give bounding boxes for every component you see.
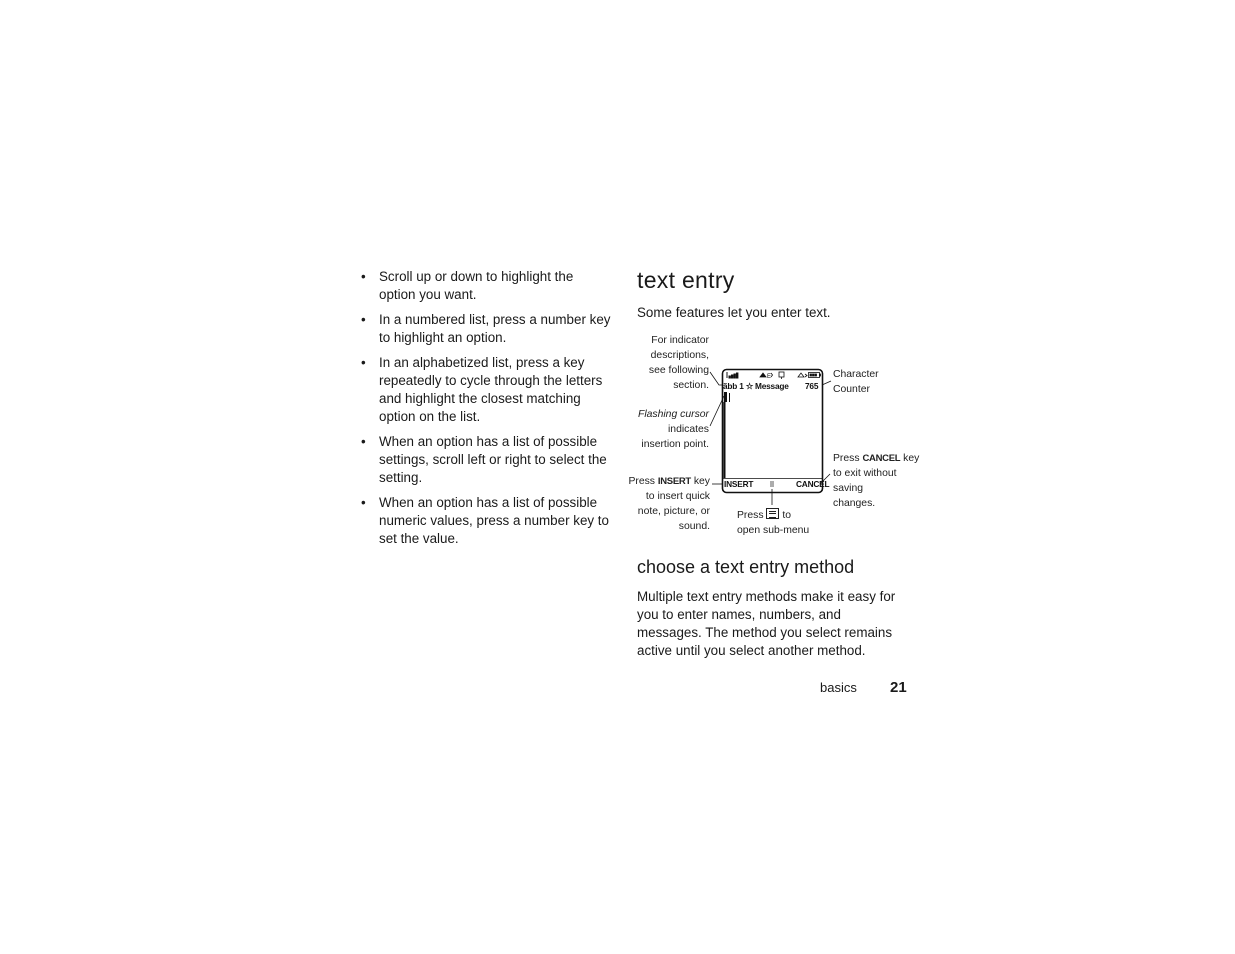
section-title: text entry bbox=[637, 267, 735, 293]
list-item: • In an alphabetized list, press a key repeatedly to cycle through the letters and highlight the closest matching option on the list. bbox=[360, 354, 612, 426]
insert-annotation: Press INSERT key to insert quick note, picture, or sound. bbox=[628, 476, 710, 532]
message-icon bbox=[779, 372, 784, 379]
list-item: • When an option has a list of possible settings, scroll left or right to select the setting. bbox=[360, 433, 612, 487]
page-number: 21 bbox=[890, 679, 907, 696]
menu-icon bbox=[770, 482, 774, 486]
subsection-body: Multiple text entry methods make it easy for you to enter names, numbers, and messages. The method you select remains active until you select another method. bbox=[637, 589, 896, 658]
menu-key-icon bbox=[766, 508, 779, 519]
list-item: • In a numbered list, press a number key to highlight an option. bbox=[360, 311, 612, 347]
menu-annotation: Press to open sub-menu bbox=[737, 510, 810, 536]
character-counter: 765 bbox=[805, 381, 819, 391]
cancel-annotation: Press CANCEL key to exit without saving changes. bbox=[833, 453, 920, 509]
cancel-softkey: CANCEL bbox=[796, 479, 830, 489]
mode-indicator: ãbb 1 ☆ bbox=[723, 381, 754, 391]
counter-annotation: Character Counter bbox=[833, 369, 879, 395]
list-item: • When an option has a list of possible numeric values, press a number key to set the value. bbox=[360, 494, 612, 548]
indicator-annotation: For indicator descriptions, see following section. bbox=[648, 335, 709, 391]
flashing-cursor bbox=[724, 392, 727, 402]
signal-icon bbox=[727, 372, 738, 378]
section-intro: Some features let you enter text. bbox=[637, 305, 831, 320]
battery-icon bbox=[809, 373, 821, 378]
subsection-title: choose a text entry method bbox=[637, 557, 855, 577]
cursor-annotation: Flashing cursor indicates insertion point. bbox=[637, 409, 709, 450]
ring-style-icon bbox=[798, 373, 807, 377]
scroll-bar bbox=[724, 402, 726, 478]
insert-softkey: INSERT bbox=[724, 479, 754, 489]
screen-title: Message bbox=[755, 381, 789, 391]
svg-text:E: E bbox=[767, 374, 772, 380]
footer-section-name: basics bbox=[820, 680, 857, 695]
data-indicator-icon bbox=[760, 373, 773, 380]
list-item: • Scroll up or down to highlight the option you want. bbox=[360, 268, 612, 304]
counter-leader bbox=[822, 381, 831, 385]
indicator-leader bbox=[710, 372, 723, 385]
